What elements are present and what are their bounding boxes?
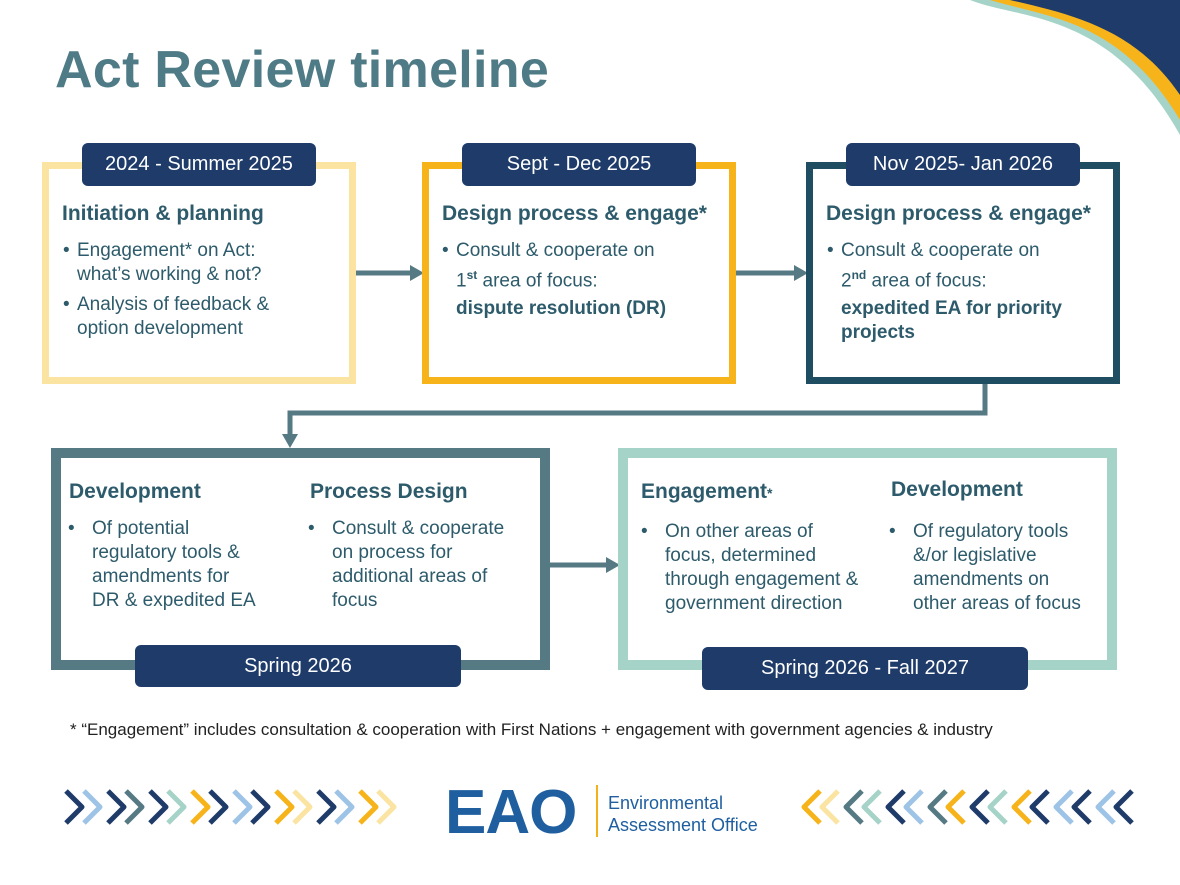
bullet-line: other areas of focus xyxy=(913,593,1081,614)
bullet-line: Of potential xyxy=(92,518,190,539)
eao-logo-line-1: Environmental xyxy=(608,793,724,813)
stage-2-date-badge: Sept - Dec 2025 xyxy=(462,143,696,186)
bullet-dot: • xyxy=(889,521,896,542)
eao-logo-acronym: EAO xyxy=(445,778,577,847)
stage-1-bullet-line: option development xyxy=(77,318,243,339)
bullet-line: &/or legislative xyxy=(913,545,1037,566)
arrow-development-to-engagement xyxy=(550,554,622,576)
engagement-heading-star: * xyxy=(767,485,773,501)
stage-3-focus xyxy=(841,297,1062,345)
lower-right-date-badge: Spring 2026 - Fall 2027 xyxy=(702,647,1028,690)
bullet-line: focus, determined xyxy=(665,545,817,566)
corner-swoosh-decoration xyxy=(960,0,1180,140)
stage-2-area-ordinal: st xyxy=(466,268,478,282)
stage-2-bullet-line: Consult & cooperate on xyxy=(456,240,655,261)
stage-3-heading: Design process & engage* xyxy=(826,202,1091,225)
arrow-stage2-to-stage3 xyxy=(736,262,810,284)
stage-1-bullet-line: Analysis of feedback & xyxy=(77,294,270,315)
stage-2-area-text: area of focus: xyxy=(477,270,598,292)
bullet-line: Of regulatory tools xyxy=(913,521,1069,542)
bullet-dot: • xyxy=(827,240,834,261)
bullet-dot: • xyxy=(63,240,70,261)
stage-2-area-number: 1 xyxy=(456,270,467,292)
stage-2-heading: Design process & engage* xyxy=(442,202,707,225)
lower-right-engagement-bullet xyxy=(641,520,859,616)
connector-stage3-to-development xyxy=(280,384,992,450)
engagement-footnote: * “Engagement” includes consultation & cooperation with First Nations + engagement with government agencies & industry xyxy=(70,720,993,739)
lower-left-process-design-heading: Process Design xyxy=(310,480,468,503)
lower-right-engagement-heading xyxy=(641,480,772,504)
bullet-dot: • xyxy=(63,294,70,315)
bullet-line: amendments for xyxy=(92,566,230,587)
bullet-dot: • xyxy=(68,518,75,539)
page-title: Act Review timeline xyxy=(55,41,550,99)
bullet-line: regulatory tools & xyxy=(92,542,240,563)
stage-1-bullet-line: what’s working & not? xyxy=(77,264,262,285)
bullet-line: Consult & cooperate xyxy=(332,518,505,539)
stage-3-area-ordinal: nd xyxy=(851,268,867,282)
arrow-stage1-to-stage2 xyxy=(356,262,426,284)
bullet-line: focus xyxy=(332,590,378,611)
bullet-line: government direction xyxy=(665,593,843,614)
lower-left-date-badge: Spring 2026 xyxy=(135,645,461,687)
bullet-line: DR & expedited EA xyxy=(92,590,256,611)
bullet-line: On other areas of xyxy=(665,521,813,542)
stage-2-focus: dispute resolution (DR) xyxy=(456,298,667,319)
bullet-line: through engagement & xyxy=(665,569,859,590)
stage-3-focus-line: expedited EA for priority xyxy=(841,298,1062,319)
eao-logo-line-2: Assessment Office xyxy=(608,815,758,835)
stage-1-bullet-2 xyxy=(63,293,270,341)
bullet-dot: • xyxy=(641,521,648,542)
bullet-line: on process for xyxy=(332,542,453,563)
bullet-dot: • xyxy=(308,518,315,539)
stage-3-area-number: 2 xyxy=(841,270,852,292)
lower-left-process-design-bullet xyxy=(308,517,505,613)
bullet-line: amendments on xyxy=(913,569,1050,590)
lower-left-development-heading: Development xyxy=(69,480,201,503)
stage-1-heading: Initiation & planning xyxy=(62,202,264,225)
chevron-pattern-right-decoration xyxy=(800,785,1140,829)
stage-3-date-badge: Nov 2025- Jan 2026 xyxy=(846,143,1080,186)
bullet-line: additional areas of xyxy=(332,566,488,587)
lower-right-development-bullet xyxy=(889,520,1081,616)
stage-3-bullet xyxy=(827,239,1040,293)
stage-3-bullet-line: Consult & cooperate on xyxy=(841,240,1040,261)
stage-1-date-badge: 2024 - Summer 2025 xyxy=(82,143,316,186)
lower-left-development-bullet xyxy=(68,517,256,613)
stage-1-bullet-1 xyxy=(63,239,262,287)
logo-divider xyxy=(596,785,598,837)
bullet-dot: • xyxy=(442,240,449,261)
stage-3-focus-line: projects xyxy=(841,322,915,343)
chevron-pattern-left-decoration xyxy=(62,785,402,829)
engagement-heading-text: Engagement xyxy=(641,480,768,503)
stage-3-area-text: area of focus: xyxy=(866,270,987,292)
stage-2-bullet xyxy=(442,239,655,293)
lower-right-development-heading: Development xyxy=(891,478,1023,501)
stage-1-bullet-line: Engagement* on Act: xyxy=(77,240,256,261)
